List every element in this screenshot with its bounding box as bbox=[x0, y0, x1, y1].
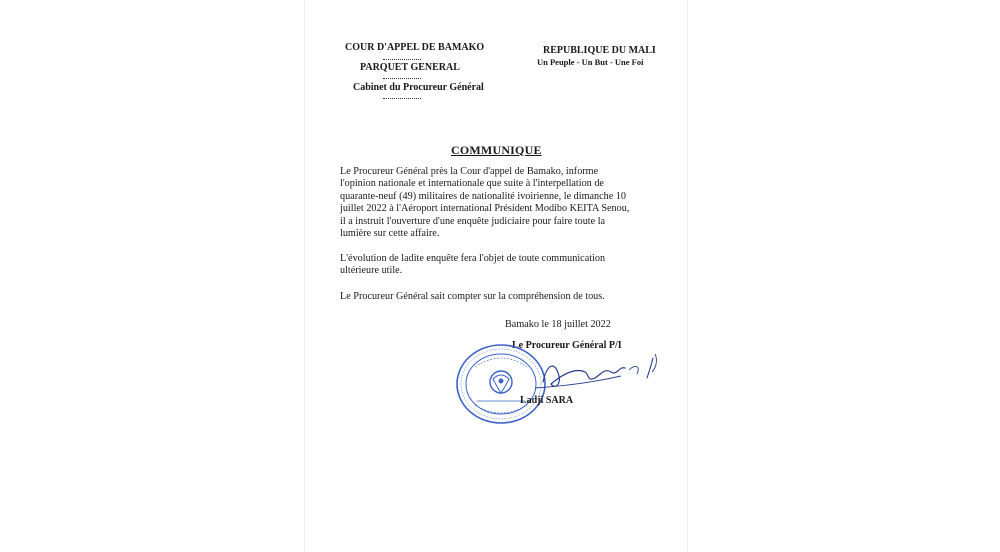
country-name: REPUBLIQUE DU MALI bbox=[543, 45, 656, 56]
document-title: COMMUNIQUE bbox=[451, 143, 542, 157]
paragraph-line: lumière sur cette affaire. bbox=[340, 228, 440, 240]
paragraph-line: il a instruit l'ouverture d'une enquête judiciaire pour faire toute la bbox=[340, 215, 606, 227]
paragraph-line: l'opinion nationale et internationale que suite à l'interpellation de bbox=[340, 178, 604, 190]
office-name: PARQUET GENERAL bbox=[360, 62, 460, 73]
signatory-title: Le Procureur Général P/I bbox=[512, 340, 622, 351]
divider bbox=[383, 78, 421, 79]
paragraph-line: Le Procureur Général près la Cour d'appel de Bamako, informe bbox=[340, 166, 599, 177]
document-page bbox=[305, 0, 687, 552]
divider bbox=[383, 98, 421, 99]
divider bbox=[383, 59, 421, 60]
paragraph-main bbox=[340, 166, 653, 240]
paragraph-closing bbox=[340, 291, 653, 303]
paragraph-followup bbox=[340, 253, 653, 278]
cabinet-name: Cabinet du Procureur Général bbox=[353, 82, 484, 93]
signatory-name: Ladji SARA bbox=[520, 395, 574, 406]
paragraph-line: L'évolution de ladite enquête fera l'objet de toute communication bbox=[340, 253, 606, 264]
place-date: Bamako le 18 juillet 2022 bbox=[505, 319, 611, 330]
paragraph-line: Le Procureur Général sait compter sur la compréhension de tous. bbox=[340, 291, 605, 302]
court-name: COUR D'APPEL DE BAMAKO bbox=[345, 42, 485, 53]
paragraph-line: quarante-neuf (49) militaires de nationalité ivoirienne, le dimanche 10 bbox=[340, 190, 626, 202]
handwritten-signature-icon bbox=[525, 342, 675, 402]
national-motto: Un Peuple - Un But - Une Foi bbox=[537, 57, 644, 67]
paragraph-line: juillet 2022 à l'Aéroport international Président Modibo KEITA Senou, bbox=[340, 203, 630, 215]
paragraph-line: ultérieure utile. bbox=[340, 265, 403, 277]
